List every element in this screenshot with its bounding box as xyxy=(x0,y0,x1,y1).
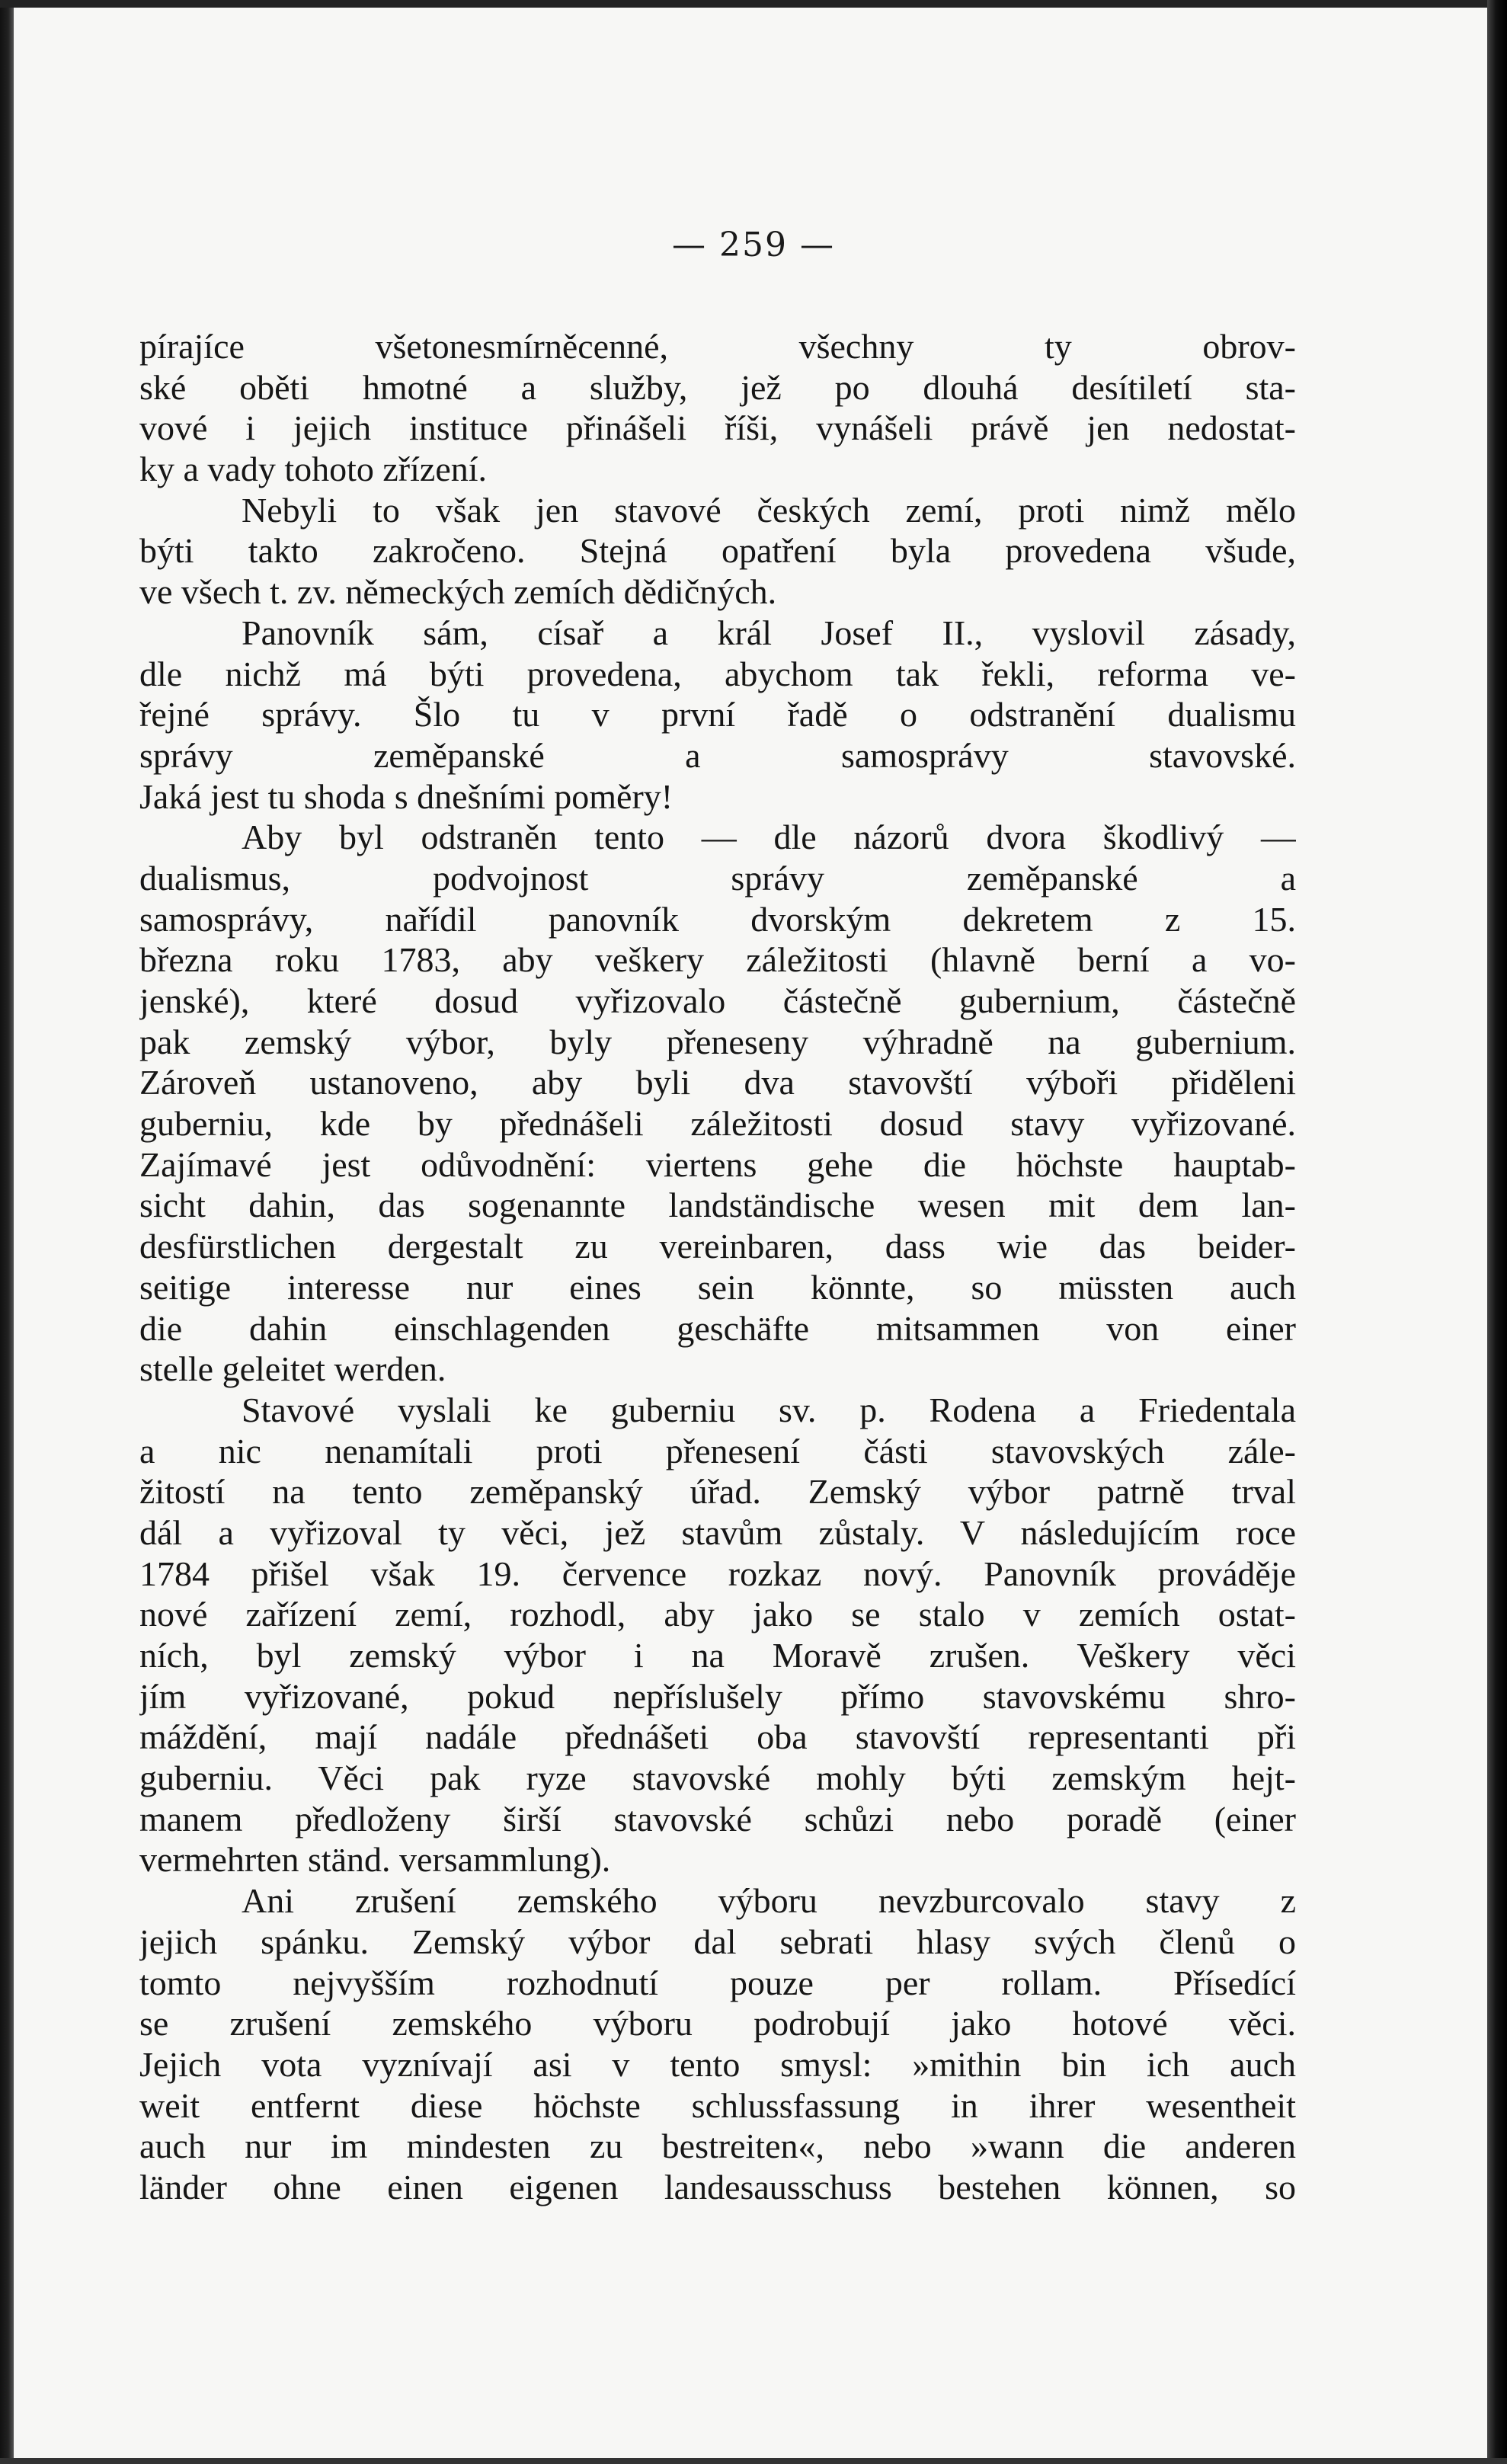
text-line: ve všech t. zv. německých zemích dědičných. xyxy=(139,572,777,612)
text-line: ky a vady tohoto zřízení. xyxy=(139,450,488,489)
text-line: vové i jejich instituce přinášeli říši, vynášeli právě jen nedostat- xyxy=(139,408,1296,448)
text-line: jím vyřizované, pokud nepříslušely přímo stavovskému shro- xyxy=(139,1676,1296,1716)
text-line: samosprávy, nařídil panovník dvorským dekretem z 15. xyxy=(139,899,1296,939)
text-line: býti takto zakročeno. Stejná opatření byla provedena všude, xyxy=(139,531,1296,571)
text-line: Zároveň ustanoveno, aby byli dva stavovští výboři přiděleni xyxy=(139,1063,1296,1102)
text-line: ních, byl zemský výbor i na Moravě zrušen. Veškery věci xyxy=(139,1636,1296,1675)
text-line: Panovník sám, císař a král Josef II., vyslovil zásady, xyxy=(242,613,1296,652)
text-line: Jejich vota vyznívají asi v tento smysl: »mithin bin ich auch xyxy=(139,2044,1296,2084)
text-line: Aby byl odstraněn tento — dle názorů dvora škodlivý — xyxy=(242,818,1296,857)
text-line: Nebyli to však jen stavové českých zemí, proti nimž mělo xyxy=(242,490,1296,530)
text-line: pak zemský výbor, byly přeneseny výhradně na gubernium. xyxy=(139,1022,1296,1061)
text-line: stelle geleitet werden. xyxy=(139,1349,446,1389)
text-line: nové zařízení zemí, rozhodl, aby jako se stalo v zemích ostat- xyxy=(139,1595,1296,1634)
text-line: máždění, mají nadále přednášeti oba stavovští representanti při xyxy=(139,1717,1296,1757)
text-line: Jaká jest tu shoda s dnešními poměry! xyxy=(139,776,674,816)
text-line: seitige interesse nur eines sein könnte, so müssten auch xyxy=(139,1267,1296,1307)
text-line: se zrušení zemského výboru podrobují jako hotové věci. xyxy=(139,2004,1296,2043)
text-line: länder ohne einen eigenen landesausschuss bestehen können, so xyxy=(139,2167,1296,2206)
text-line: die dahin einschlagenden geschäfte mitsammen von einer xyxy=(139,1308,1296,1348)
text-line: weit entfernt diese höchste schlussfassung in ihrer wesentheit xyxy=(139,2085,1296,2125)
scan-edge-top xyxy=(0,0,1507,8)
text-line: a nic nenamítali proti přenesení části stavovských zále- xyxy=(139,1431,1296,1470)
text-line: jenské), které dosud vyřizovalo částečně gubernium, částečně xyxy=(139,981,1296,1020)
text-line: řejné správy. Šlo tu v první řadě o odstranění dualismu xyxy=(139,695,1296,734)
text-line: manem předloženy širší stavovské schůzi nebo poradě (einer xyxy=(139,1799,1296,1838)
text-line: guberniu, kde by přednášeli záležitosti dosud stavy vyřizované. xyxy=(139,1104,1296,1144)
text-line: Ani zrušení zemského výboru nevzburcovalo stavy z xyxy=(242,1881,1296,1921)
text-line: dál a vyřizoval ty věci, jež stavům zůstaly. V následujícím roce xyxy=(139,1512,1296,1552)
scan-edge-bottom xyxy=(0,2458,1507,2464)
text-line: Stavové vyslali ke guberniu sv. p. Rodena a Friedentala xyxy=(242,1390,1296,1429)
text-line: guberniu. Věci pak ryze stavovské mohly býti zemským hejt- xyxy=(139,1758,1296,1798)
text-line: desfürstlichen dergestalt zu vereinbaren, dass wie das beider- xyxy=(139,1227,1296,1266)
text-line: jejich spánku. Zemský výbor dal sebrati hlasy svých členů o xyxy=(139,1922,1296,1961)
text-line: žitostí na tento zeměpanský úřad. Zemský výbor patrně trval xyxy=(139,1472,1296,1512)
text-line: pírajíce všetonesmírněcenné, všechny ty obrov- xyxy=(139,327,1296,366)
text-line: Zajímavé jest odůvodnění: viertens gehe die höchste hauptab- xyxy=(139,1144,1296,1184)
text-line: auch nur im mindesten zu bestreiten«, nebo »wann die anderen xyxy=(139,2126,1296,2166)
text-line: března roku 1783, aby veškery záležitosti (hlavně berní a vo- xyxy=(139,940,1296,980)
body-text xyxy=(139,326,1296,2208)
text-line: dle nichž má býti provedena, abychom tak řekli, reforma ve- xyxy=(139,654,1296,693)
scan-edge-left xyxy=(0,0,14,2464)
text-line: 1784 přišel však 19. července rozkaz nový. Panovník prováděje xyxy=(139,1554,1296,1593)
text-line: správy zeměpanské a samosprávy stavovské. xyxy=(139,735,1296,775)
scan-edge-right xyxy=(1487,0,1507,2464)
page-number: — 259 — xyxy=(672,226,835,264)
text-line: vermehrten ständ. versammlung). xyxy=(139,1840,611,1880)
text-line: sicht dahin, das sogenannte landständische wesen mit dem lan- xyxy=(139,1186,1296,1225)
text-line: dualismus, podvojnost správy zeměpanské a xyxy=(139,858,1296,898)
text-line: ské oběti hmotné a služby, jež po dlouhá desítiletí sta- xyxy=(139,367,1296,407)
text-line: tomto nejvyšším rozhodnutí pouze per rollam. Přísedící xyxy=(139,1963,1296,2002)
